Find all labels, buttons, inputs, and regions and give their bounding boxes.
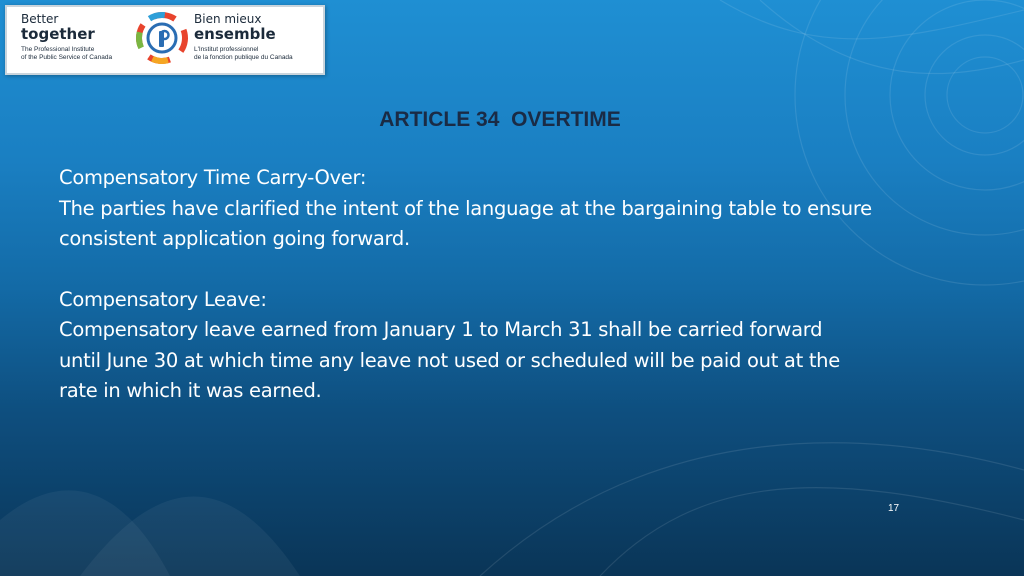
logo-french bbox=[194, 13, 293, 62]
logo-en-org bbox=[21, 46, 112, 62]
logo-fr-org-line: L'Institut professionnel bbox=[194, 46, 259, 53]
body-line: Compensatory leave earned from January 1 to March 31 shall be carried forward bbox=[59, 318, 823, 341]
spacer bbox=[59, 255, 959, 285]
logo-fr-org-line: de la fonction publique du Canada bbox=[194, 54, 293, 61]
section1-heading: Compensatory Time Carry-Over: bbox=[59, 166, 367, 189]
logo-en-org-line: of the Public Service of Canada bbox=[21, 54, 113, 61]
pipsc-emblem-icon bbox=[133, 9, 191, 67]
body-line: rate in which it was earned. bbox=[59, 379, 322, 402]
page-number: 17 bbox=[888, 503, 900, 514]
logo-english bbox=[21, 13, 112, 62]
logo-en-line2: together bbox=[21, 25, 95, 43]
logo-fr-line2: ensemble bbox=[194, 25, 276, 43]
slide-title: ARTICLE 34 OVERTIME bbox=[379, 108, 621, 131]
body-line: until June 30 at which time any leave not used or scheduled will be paid out at the bbox=[59, 348, 840, 372]
logo-fr-line1: Bien mieux bbox=[194, 12, 262, 26]
logo-fr-org bbox=[194, 46, 293, 62]
logo bbox=[5, 5, 325, 75]
logo-en-org-line: The Professional Institute bbox=[21, 46, 95, 53]
slide-body bbox=[59, 163, 959, 407]
section2-heading: Compensatory Leave: bbox=[59, 287, 267, 311]
body-line: consistent application going forward. bbox=[59, 227, 410, 250]
body-line: The parties have clarified the intent of the language at the bargaining table to ensure bbox=[59, 196, 872, 220]
logo-en-line1: Better bbox=[21, 12, 59, 26]
